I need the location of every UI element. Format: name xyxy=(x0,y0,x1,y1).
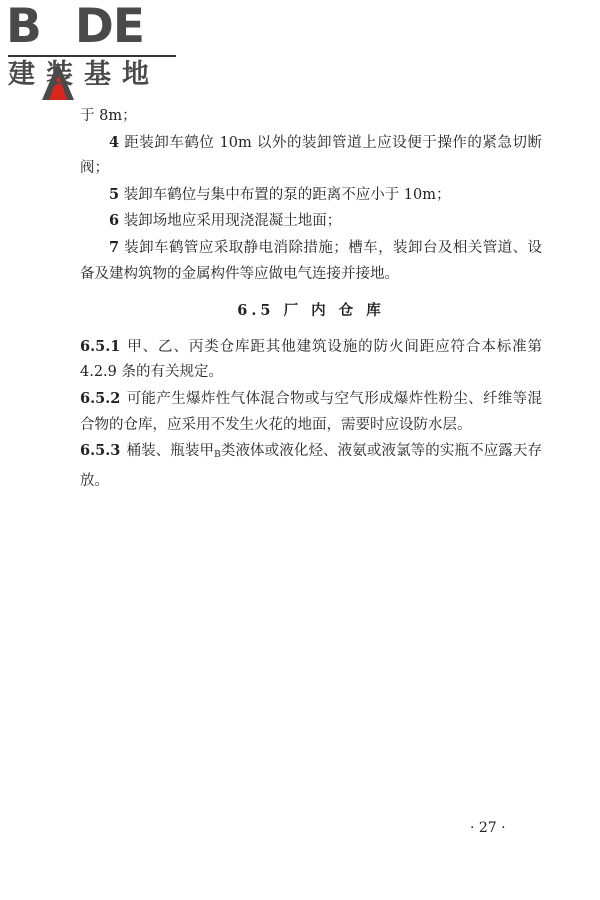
logo-wordmark xyxy=(6,2,144,52)
item-number: 5 xyxy=(109,185,120,203)
clause xyxy=(80,386,542,438)
item-text: 装卸场地应采用现浇混凝土地面； xyxy=(123,213,342,230)
item-text: 距装卸车鹤位 10m 以外的装卸管道上应设便于操作的紧急切断阀； xyxy=(80,134,543,177)
logo-letter-e: E xyxy=(112,0,144,54)
clause-number: 6.5.2 xyxy=(80,389,121,407)
list-item xyxy=(80,182,542,209)
item-text: 装卸车鹤位与集中布置的泵的距离不应小于 10m； xyxy=(123,186,451,203)
item-number: 7 xyxy=(109,238,120,256)
list-item xyxy=(80,235,542,287)
bade-logo xyxy=(6,2,182,92)
item-text: 装卸车鹤管应采取静电消除措施；槽车，装卸台及相关管道、设备及建构筑物的金属构件等应做电气连接并接地。 xyxy=(80,239,543,282)
document-body xyxy=(80,104,542,494)
logo-divider xyxy=(8,55,176,57)
section-number: 6.5 xyxy=(237,302,275,320)
clause-text: 可能产生爆炸性气体混合物或与空气形成爆炸性粉尘、纤维等混合物的仓库，应采用不发生火花的地面，需要时应设防水层。 xyxy=(80,390,542,433)
logo-subtitle: 建装基地 xyxy=(8,59,160,90)
item-number: 4 xyxy=(109,133,120,151)
section-heading xyxy=(80,298,542,324)
continuation-line: 于 8m； xyxy=(80,108,137,124)
clause-subscript: B xyxy=(214,450,221,461)
page-number: · 27 · xyxy=(470,820,506,836)
clause-number: 6.5.1 xyxy=(80,337,121,355)
logo-letter-b: B xyxy=(6,0,41,54)
list-item xyxy=(80,130,542,182)
list-item xyxy=(80,208,542,235)
clause-number: 6.5.3 xyxy=(80,442,121,460)
section-title: 厂 内 仓 库 xyxy=(283,302,385,320)
logo-letter-d: D xyxy=(74,0,113,54)
clause-text-after: 类液体或液化烃、液氨或液氯等的实瓶不应露天存放。 xyxy=(80,443,543,489)
clause-text: 甲、乙、丙类仓库距其他建筑设施的防火间距应符合本标准第 4.2.9 条的有关规定。 xyxy=(80,338,542,381)
clause xyxy=(80,334,542,386)
item-number: 6 xyxy=(109,212,120,230)
clause-text-before: 桶装、瓶装甲 xyxy=(126,443,215,460)
clause xyxy=(80,438,542,494)
